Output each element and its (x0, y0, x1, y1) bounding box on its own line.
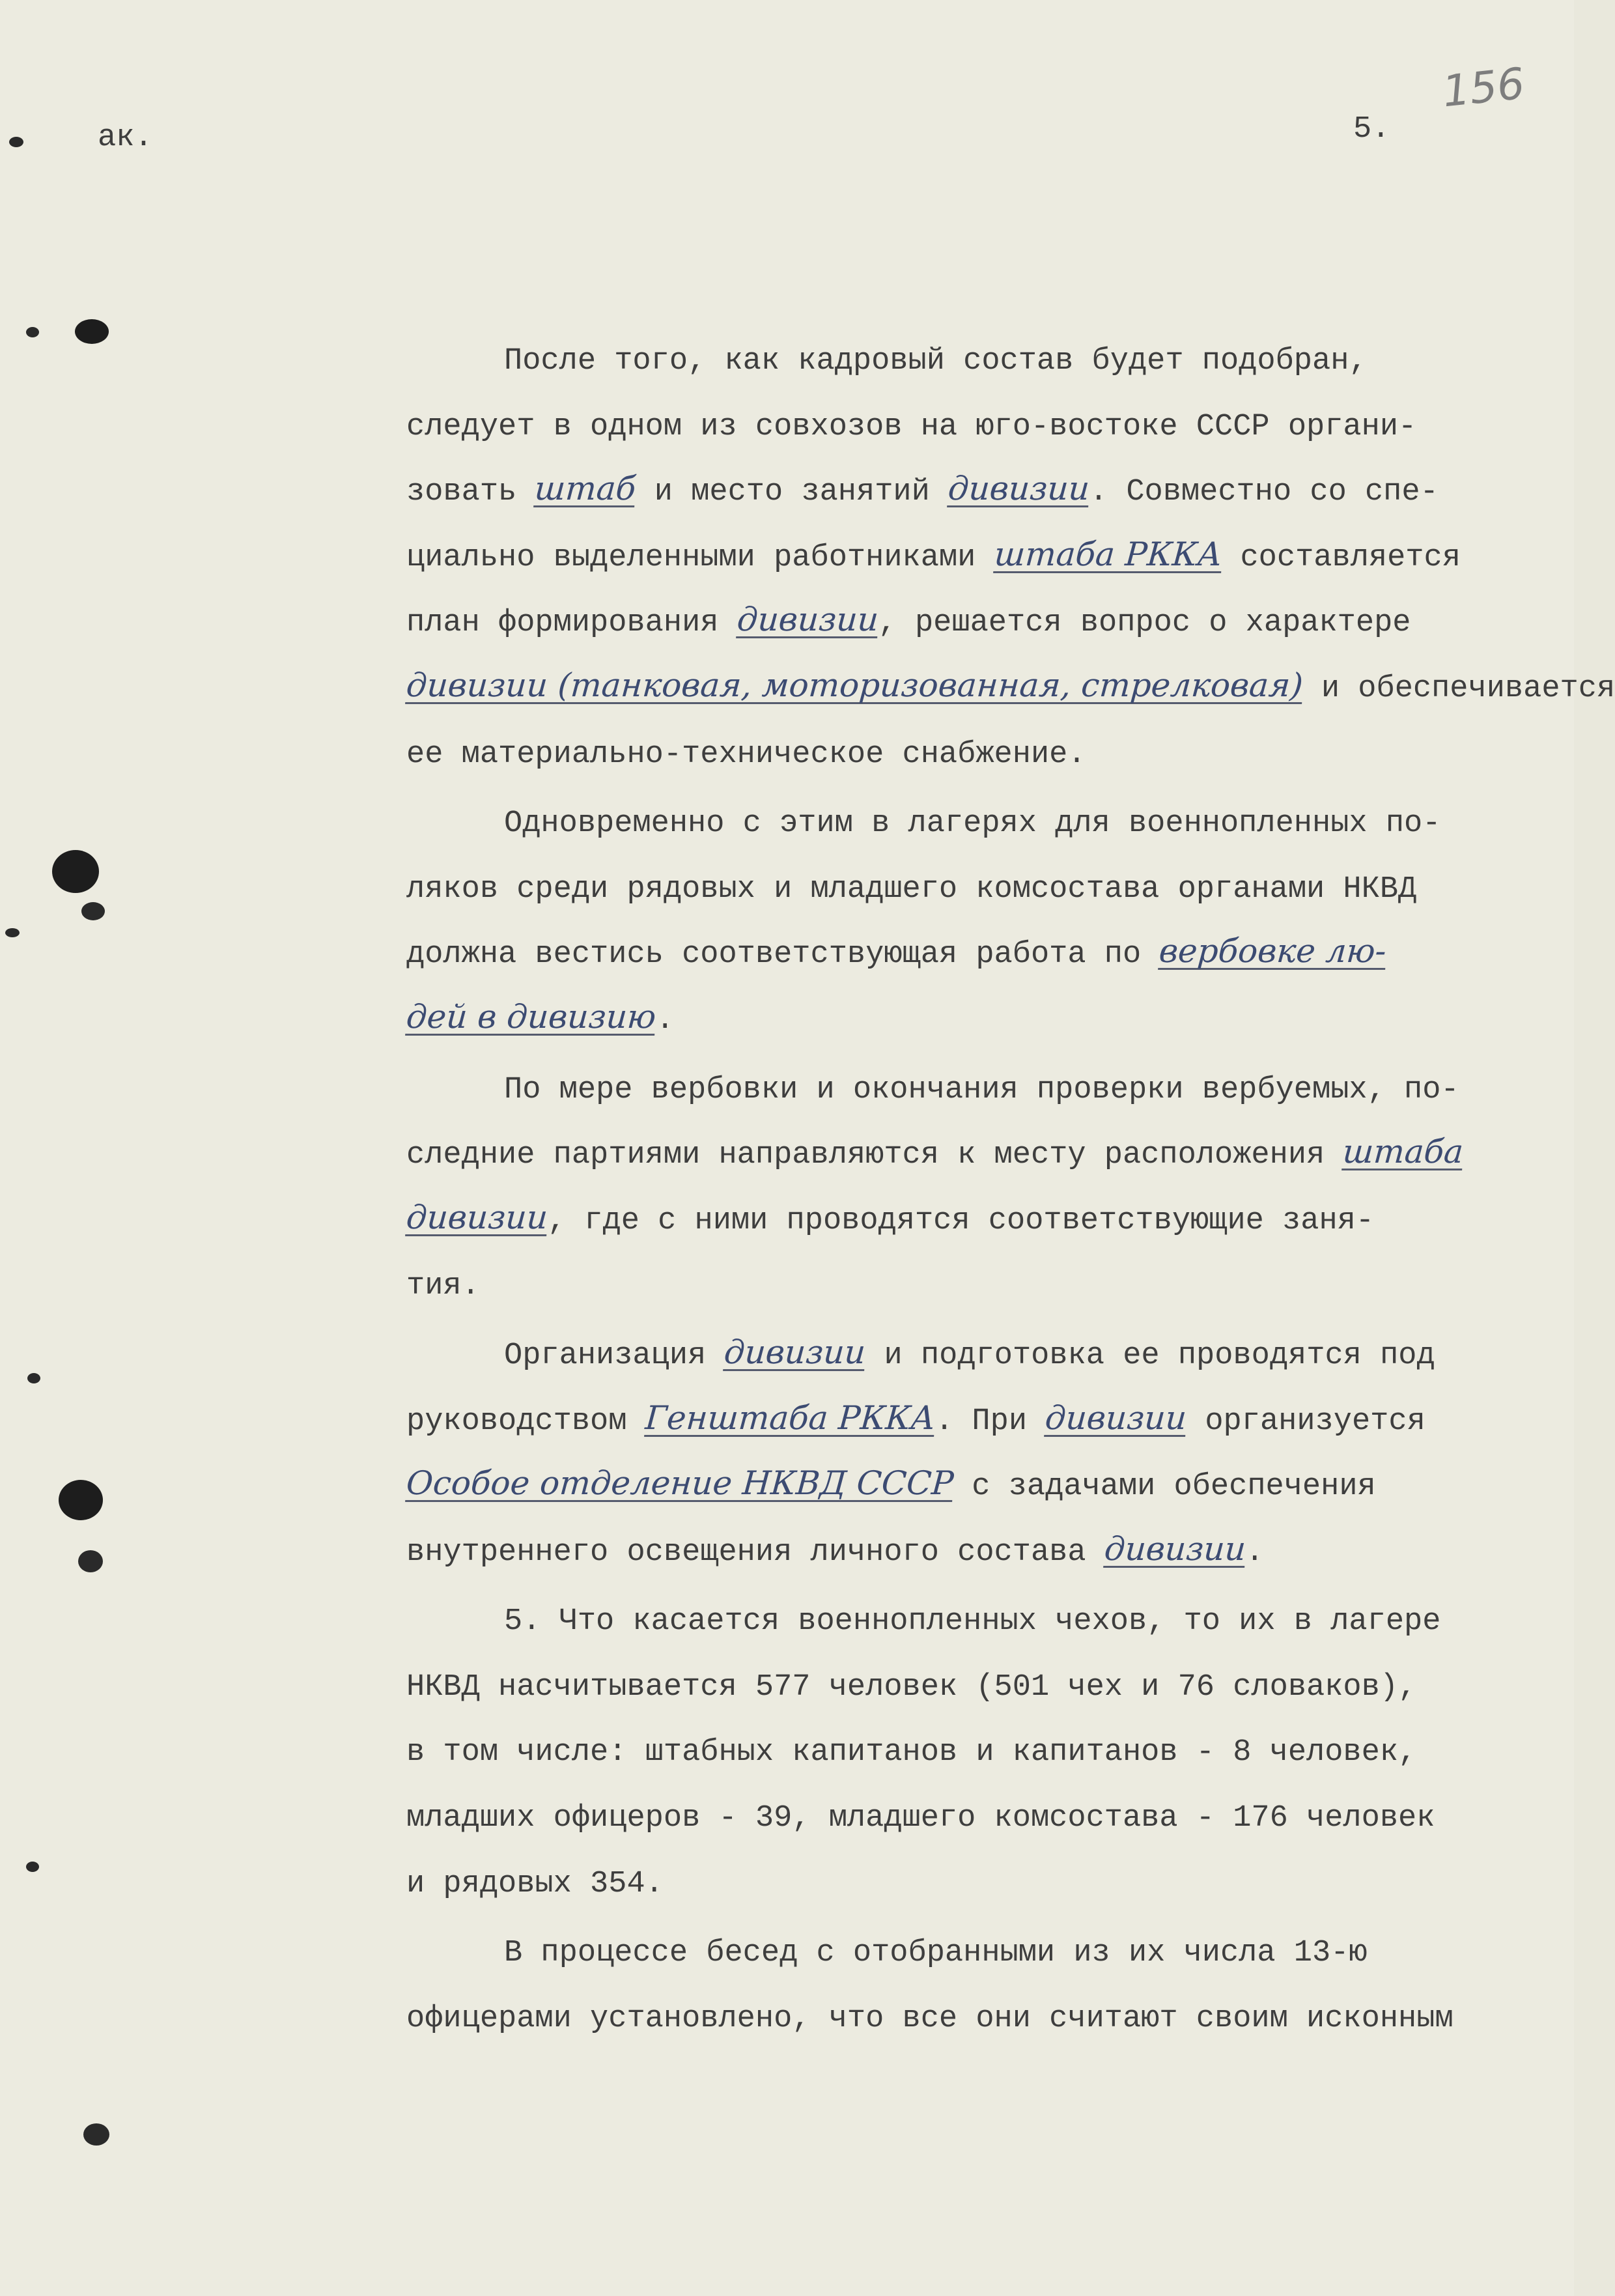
punch-hole (5, 928, 20, 937)
text-line (406, 722, 1552, 788)
handwritten-insert: Генштаба РККА (643, 1398, 937, 1437)
typed-text: 5. Что касается военнопленных чехов, то их в лагере (504, 1604, 1441, 1639)
handwritten-insert: Особое отделение НКВД СССР (405, 1464, 955, 1503)
text-line (406, 1852, 1552, 1918)
text-line (406, 395, 1552, 461)
typed-text: В процессе бесед с отобранными из их числа 13-ю (504, 1936, 1368, 1971)
text-line (406, 791, 1552, 857)
handwritten-insert: штаб (533, 470, 638, 508)
typed-text: в том числе: штабных капитанов и капитанов - 8 человек, (406, 1735, 1417, 1770)
punch-hole (26, 327, 39, 337)
typed-text: составляется (1222, 540, 1461, 575)
punch-hole (75, 319, 109, 344)
text-line (406, 1720, 1552, 1786)
punch-hole (9, 137, 23, 147)
typed-text: следует в одном из совхозов на юго-востоке СССР органи- (406, 409, 1417, 444)
handwritten-insert: вербовке лю- (1158, 932, 1388, 971)
handwritten-insert: штаба РККА (992, 535, 1224, 573)
punch-hole (81, 902, 105, 920)
typed-text: внутреннего освещения личного состава (406, 1535, 1104, 1570)
typed-text: и обеспечивается (1302, 671, 1615, 706)
typed-text: должна вестись соответствующая работа по (406, 937, 1160, 972)
typed-text: НКВД насчитывается 577 человек (501 чех и 76 словаков), (406, 1669, 1417, 1705)
text-line (406, 1786, 1552, 1852)
typed-text: . (1245, 1535, 1264, 1570)
text-line (406, 1389, 1552, 1455)
typed-text: тия. (406, 1269, 480, 1304)
typed-text: По мере вербовки и окончания проверки вербуемых, по- (504, 1072, 1459, 1107)
typed-text: младших офицеров - 39, младшего комсостава - 176 человек (406, 1801, 1435, 1836)
punch-hole (52, 850, 99, 893)
typed-text: циально выделенными работниками (406, 540, 994, 575)
punch-hole (78, 1550, 103, 1572)
text-line (406, 1123, 1552, 1189)
typed-text: . (656, 1002, 675, 1038)
handwritten-insert: дивизии (1102, 1529, 1247, 1568)
typed-text: следние партиями направляются к месту расположения (406, 1138, 1343, 1173)
text-line (406, 526, 1552, 591)
handwritten-insert: дивизии (танковая, моторизованная, стрелковая) (405, 666, 1304, 704)
handwritten-insert: дивизии (723, 1333, 867, 1371)
typed-text: и место занятий (636, 475, 949, 510)
typed-text: , где с ними проводятся соответствующие заня- (547, 1203, 1375, 1238)
typed-text: ляков среди рядовых и младшего комсостава органами НКВД (406, 872, 1417, 907)
text-line (406, 922, 1552, 988)
punch-hole (27, 1373, 40, 1383)
page-number: 5. (1353, 112, 1390, 147)
document-body (405, 329, 1615, 2052)
text-line (405, 657, 1615, 722)
typed-text: После того, как кадровый состав будет подобран, (504, 344, 1368, 378)
handwritten-insert: дивизии (947, 470, 1091, 508)
typed-text: . При (935, 1404, 1046, 1439)
typed-text: план формирования (406, 606, 737, 641)
handwritten-insert: дивизии (405, 1198, 550, 1236)
handwritten-insert: дивизии (1044, 1398, 1188, 1437)
typed-text: , решается вопрос о характере (878, 606, 1411, 641)
text-line (406, 460, 1552, 526)
text-line (406, 1987, 1552, 2052)
text-line (406, 1921, 1552, 1987)
typed-text: Одновременно с этим в лагерях для военнопленных по- (504, 806, 1441, 842)
text-line (406, 329, 1552, 395)
text-line (406, 988, 1552, 1054)
text-line (406, 1454, 1552, 1520)
text-line (406, 1655, 1552, 1721)
text-line (406, 1058, 1552, 1124)
typed-text: зовать (406, 475, 535, 510)
text-line (406, 857, 1552, 923)
typed-text: офицерами установлено, что все они считают своим исконным (406, 2001, 1454, 2036)
handwritten-insert: дей в дивизию (405, 997, 658, 1036)
punch-hole (59, 1480, 103, 1520)
text-line (406, 1589, 1552, 1655)
typed-text: Организация (504, 1338, 725, 1373)
punch-hole (26, 1862, 39, 1872)
text-line (406, 1520, 1552, 1586)
text-line (406, 1254, 1552, 1320)
typist-mark: ак. (98, 120, 153, 155)
text-line (406, 1189, 1552, 1254)
typed-text: . Совместно со спе- (1089, 475, 1439, 510)
typed-text: ее материально-техническое снабжение. (406, 737, 1086, 772)
typed-text: организуется (1187, 1404, 1425, 1439)
typed-text: с задачами обеспечения (953, 1469, 1376, 1505)
text-line (406, 1324, 1552, 1389)
archive-page-number: 156 (1440, 58, 1527, 117)
typed-text: и подготовка ее проводятся под (865, 1338, 1435, 1373)
typed-text: руководством (406, 1404, 645, 1439)
typed-text: и рядовых 354. (406, 1866, 664, 1901)
handwritten-insert: штаба (1341, 1133, 1465, 1171)
handwritten-insert: дивизии (735, 601, 880, 639)
punch-hole (83, 2123, 109, 2146)
text-line (406, 591, 1552, 657)
